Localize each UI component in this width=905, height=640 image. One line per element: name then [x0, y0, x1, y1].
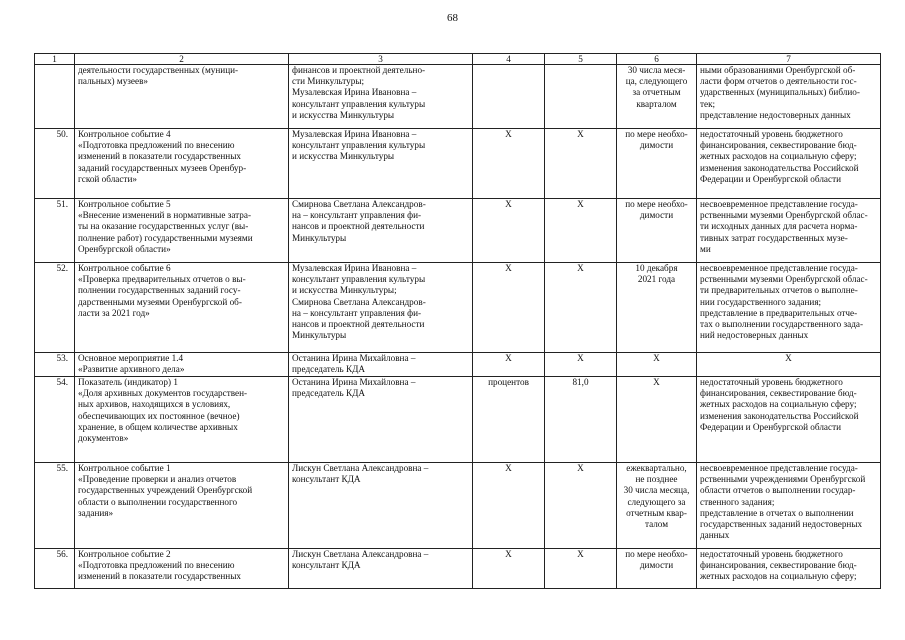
responsible-cell: Останина Ирина Михайловна – председатель КДА — [289, 377, 473, 463]
value-cell: Х — [545, 463, 617, 549]
unit-cell: Х — [473, 129, 545, 199]
risks-cell: Х — [697, 353, 881, 377]
table-row — [35, 199, 881, 263]
value-cell: Х — [545, 199, 617, 263]
table-row — [35, 263, 881, 353]
row-number-cell: 56. — [35, 549, 75, 589]
value-cell: Х — [545, 263, 617, 353]
event-cell: Контрольное событие 6 «Проверка предварительных отчетов о вы- полнении государственных заданий госу- дарственными музеями Оренбургской об- ласти за 2021 год» — [75, 263, 289, 353]
column-header: 4 — [473, 54, 545, 65]
deadline-cell: по мере необхо- димости — [617, 549, 697, 589]
value-cell: 81,0 — [545, 377, 617, 463]
value-cell: Х — [545, 353, 617, 377]
event-cell: Контрольное событие 5 «Внесение изменений в нормативные затра- ты на оказание государственных услуг (вы- полнение работ) государственными музеями Оренбургской области» — [75, 199, 289, 263]
plan-table — [34, 53, 881, 589]
table-row — [35, 65, 881, 129]
row-number-cell: 55. — [35, 463, 75, 549]
row-number-cell — [35, 65, 75, 129]
unit-cell: Х — [473, 463, 545, 549]
risks-cell: ными образованиями Оренбургской об- ласти форм отчетов о деятельности гос- ударственных (муниципальных) библио- тек; представление недостоверных данных — [697, 65, 881, 129]
risks-cell: недостаточный уровень бюджетного финансирования, секвестирование бюд- жетных расходов на социальную сферу; — [697, 549, 881, 589]
risks-cell: недостаточный уровень бюджетного финансирования, секвестирование бюд- жетных расходов на социальную сферу; изменения законодательства Российской Федерации и Оренбургской области — [697, 377, 881, 463]
responsible-cell: Останина Ирина Михайловна – председатель КДА — [289, 353, 473, 377]
row-number-cell: 54. — [35, 377, 75, 463]
deadline-cell: 10 декабря 2021 года — [617, 263, 697, 353]
responsible-cell: Лискун Светлана Александровна – консультант КДА — [289, 463, 473, 549]
event-cell: Контрольное событие 2 «Подготовка предложений по внесению изменений в показатели государственных — [75, 549, 289, 589]
event-cell: деятельности государственных (муници- пальных) музеев» — [75, 65, 289, 129]
deadline-cell: по мере необхо- димости — [617, 199, 697, 263]
event-cell: Показатель (индикатор) 1 «Доля архивных документов государствен- ных архивов, находящихся в условиях, обеспечивающих их постоянное (вечное) хранение, в общем количестве архивных документов» — [75, 377, 289, 463]
responsible-cell: Лискун Светлана Александровна – консультант КДА — [289, 549, 473, 589]
responsible-cell: Музалевская Ирина Ивановна – консультант управления культуры и искусства Минкультуры — [289, 129, 473, 199]
risks-cell: несвоевременное представление госуда- рственными музеями Оренбургской облас- ти исходных данных для расчета норма- тивных затрат государственных музе- ми — [697, 199, 881, 263]
unit-cell: процентов — [473, 377, 545, 463]
column-header: 6 — [617, 54, 697, 65]
table-row — [35, 463, 881, 549]
table-row — [35, 129, 881, 199]
responsible-cell: Музалевская Ирина Ивановна – консультант управления культуры и искусства Минкультуры; Смирнова Светлана Александров- на – консультант управления фи- нансов и проектной деятельности Минкультуры — [289, 263, 473, 353]
event-cell: Контрольное событие 1 «Проведение проверки и анализ отчетов государственных учреждений Оренбургской области о выполнении государственного задания» — [75, 463, 289, 549]
responsible-cell: финансов и проектной деятельно- сти Минкультуры; Музалевская Ирина Ивановна – консультант управления культуры и искусства Минкультуры — [289, 65, 473, 129]
column-header: 5 — [545, 54, 617, 65]
unit-cell: Х — [473, 353, 545, 377]
table-row — [35, 353, 881, 377]
column-header: 7 — [697, 54, 881, 65]
risks-cell: несвоевременное представление госуда- рственными музеями Оренбургской облас- ти предварительных отчетов о выполне- нии государственного задания; представление в предварительных отче- тах о выполнении государственного зада- ний недостоверных данных — [697, 263, 881, 353]
value-cell — [545, 65, 617, 129]
column-header: 3 — [289, 54, 473, 65]
deadline-cell: Х — [617, 353, 697, 377]
row-number-cell: 52. — [35, 263, 75, 353]
column-number-row — [35, 54, 881, 65]
risks-cell: недостаточный уровень бюджетного финансирования, секвестирование бюд- жетных расходов на социальную сферу; изменения законодательства Российской Федерации и Оренбургской области — [697, 129, 881, 199]
row-number-cell: 51. — [35, 199, 75, 263]
value-cell: Х — [545, 549, 617, 589]
table-row — [35, 549, 881, 589]
row-number-cell: 50. — [35, 129, 75, 199]
responsible-cell: Смирнова Светлана Александров- на – консультант управления фи- нансов и проектной деятельности Минкультуры — [289, 199, 473, 263]
deadline-cell: по мере необхо- димости — [617, 129, 697, 199]
event-cell: Основное мероприятие 1.4 «Развитие архивного дела» — [75, 353, 289, 377]
event-cell: Контрольное событие 4 «Подготовка предложений по внесению изменений в показатели государственных заданий государственных музеев Оренбур- гской области» — [75, 129, 289, 199]
unit-cell: Х — [473, 549, 545, 589]
value-cell: Х — [545, 129, 617, 199]
unit-cell — [473, 65, 545, 129]
page-number: 68 — [447, 12, 458, 24]
unit-cell: Х — [473, 199, 545, 263]
unit-cell: Х — [473, 263, 545, 353]
row-number-cell: 53. — [35, 353, 75, 377]
risks-cell: несвоевременное представление госуда- рственными учреждениями Оренбургской области отчетов о выполнении государ- ственного задания; представление в отчетах о выполнении государственных заданий недостоверных данных — [697, 463, 881, 549]
table-row — [35, 377, 881, 463]
deadline-cell: Х — [617, 377, 697, 463]
deadline-cell: ежеквартально, не позднее 30 числа месяца, следующего за отчетным квар- талом — [617, 463, 697, 549]
deadline-cell: 30 числа меся- ца, следующего за отчетным кварталом — [617, 65, 697, 129]
column-header: 2 — [75, 54, 289, 65]
column-header: 1 — [35, 54, 75, 65]
